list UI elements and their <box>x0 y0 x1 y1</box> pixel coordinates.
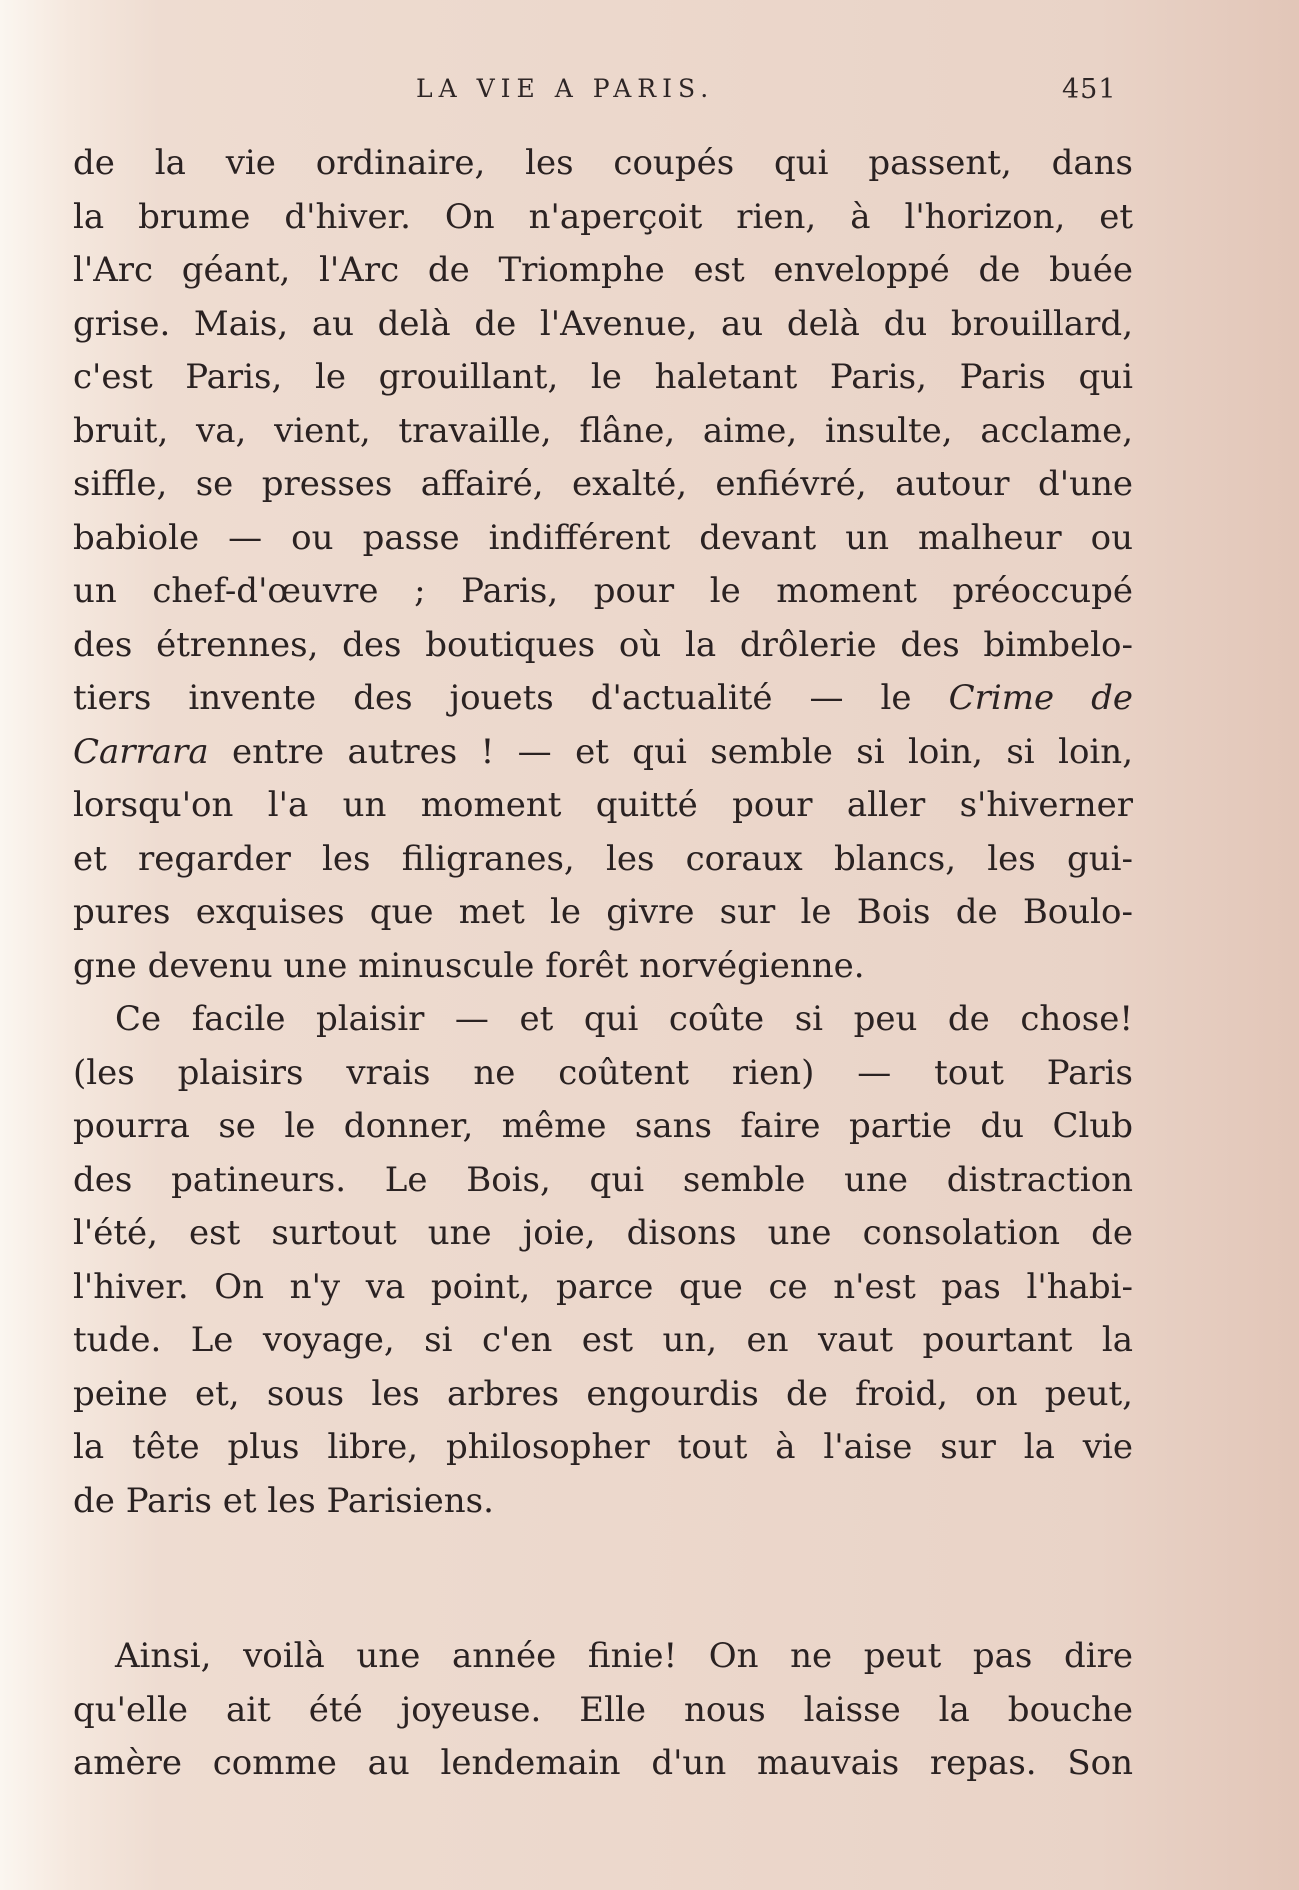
text-line: pourra se le donner, même sans faire partie du Club <box>73 1106 1133 1146</box>
body-text <box>73 137 1133 1791</box>
italic-title-part-2: Carrara <box>73 731 209 772</box>
text-line: babiole — ou passe indifférent devant un malheur ou <box>73 517 1133 558</box>
text-line: de la vie ordinaire, les coupés qui passent, dans <box>73 143 1133 183</box>
text-line: Ainsi, voilà une année finie! On ne peut pas dire <box>115 1636 1133 1676</box>
text-line: et regarder les filigranes, les coraux blancs, les gui- <box>73 838 1133 879</box>
page-number: 451 <box>1062 74 1117 105</box>
italic-title-part-1: Crime de <box>948 678 1133 718</box>
section-break <box>73 1528 1133 1630</box>
text-segment: tiers invente des jouets d'actualité — le <box>73 678 912 718</box>
text-line: grise. Mais, au delà de l'Avenue, au delà du brouillard, <box>73 303 1133 344</box>
running-title: LA VIE A PARIS. <box>416 74 715 103</box>
paragraph-3 <box>73 1630 1133 1791</box>
text-line: qu'elle ait été joyeuse. Elle nous laisse la bouche <box>73 1689 1133 1730</box>
text-line: lorsqu'on l'a un moment quitté pour aller s'hiverner <box>73 785 1133 825</box>
text-line: la brume d'hiver. On n'aperçoit rien, à l'horizon, et <box>73 196 1133 237</box>
text-line: l'été, est surtout une joie, disons une consolation de <box>73 1213 1133 1253</box>
text-line: amère comme au lendemain d'un mauvais repas. Son <box>73 1743 1133 1783</box>
text-line: (les plaisirs vrais ne coûtent rien) — tout Paris <box>73 1052 1133 1093</box>
text-line: l'hiver. On n'y va point, parce que ce n'est pas l'habi- <box>73 1266 1133 1307</box>
text-line: un chef-d'œuvre ; Paris, pour le moment préoccupé <box>73 571 1133 611</box>
text-line: de Paris et les Parisiens. <box>73 1480 494 1521</box>
text-line: bruit, va, vient, travaille, flâne, aime, insulte, acclame, <box>73 410 1133 451</box>
paragraph-1 <box>73 137 1133 993</box>
text-line: gne devenu une minuscule forêt norvégienne. <box>73 945 865 986</box>
paragraph-2 <box>73 993 1133 1528</box>
text-line-with-italic <box>73 672 1133 726</box>
text-line: la tête plus libre, philosopher tout à l'aise sur la vie <box>73 1427 1133 1467</box>
text-line-with-italic <box>73 726 1133 780</box>
text-line: tude. Le voyage, si c'en est un, en vaut pourtant la <box>73 1320 1133 1360</box>
text-line: c'est Paris, le grouillant, le haletant Paris, Paris qui <box>73 357 1133 397</box>
text-line: des patineurs. Le Bois, qui semble une distraction <box>73 1159 1133 1200</box>
text-line: pures exquises que met le givre sur le Bois de Boulo- <box>73 892 1133 932</box>
text-segment: entre autres ! — et qui semble si loin, si loin, <box>232 731 1134 772</box>
text-line: siffle, se presses affairé, exalté, enfiévré, autour d'une <box>73 464 1133 504</box>
running-head <box>0 74 1299 114</box>
text-line: l'Arc géant, l'Arc de Triomphe est enveloppé de buée <box>73 250 1133 290</box>
text-line: peine et, sous les arbres engourdis de froid, on peut, <box>73 1373 1133 1414</box>
text-line: Ce facile plaisir — et qui coûte si peu de chose! <box>115 999 1133 1039</box>
text-line: des étrennes, des boutiques où la drôlerie des bimbelo- <box>73 624 1133 665</box>
